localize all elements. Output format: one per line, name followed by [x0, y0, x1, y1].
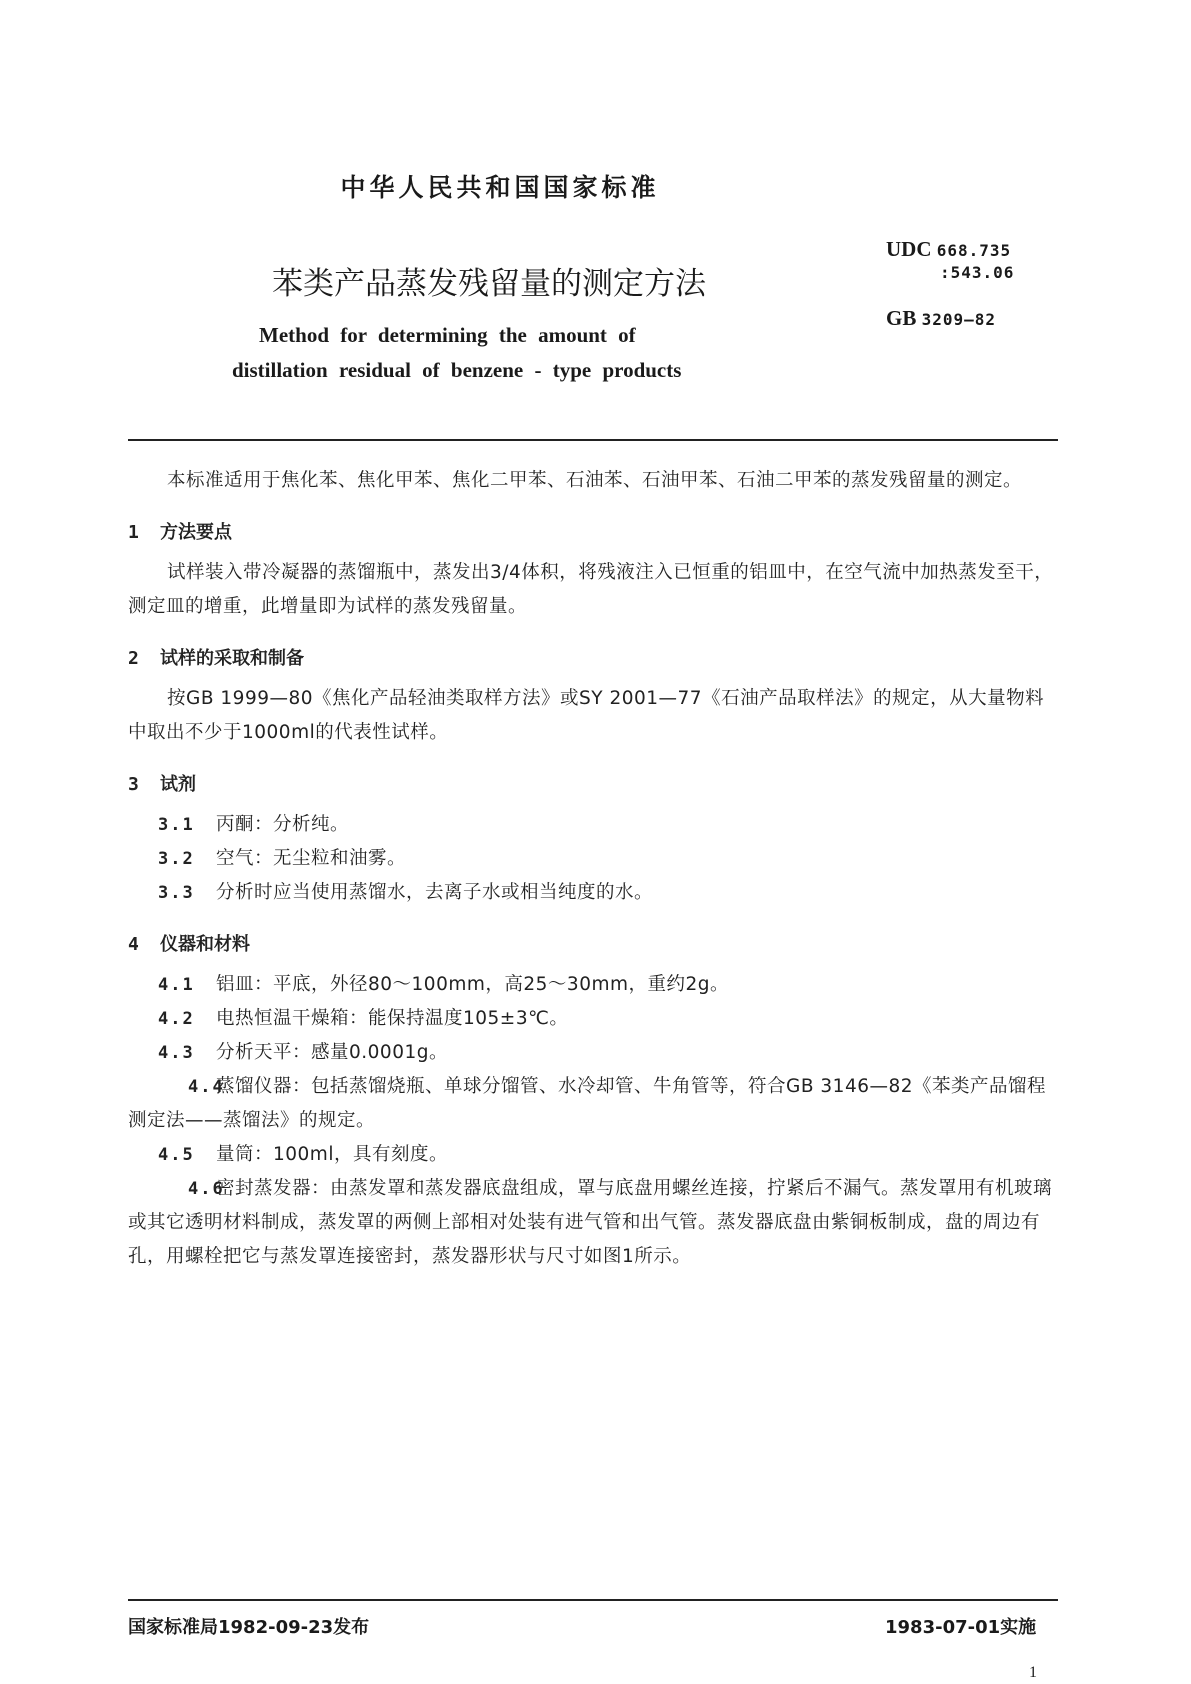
national-standard-header: 中华人民共和国国家标准: [340, 173, 660, 202]
section-4-item: [128, 1002, 1058, 1036]
section-4-item: [128, 1036, 1058, 1070]
section-3-item: [128, 808, 1058, 842]
section-3-item: [128, 842, 1058, 876]
section-4-heading: [128, 928, 1058, 962]
item-number: 4.2: [158, 1009, 195, 1029]
section-2-number: 2: [128, 648, 139, 669]
gb-label: GB: [886, 306, 917, 330]
section-2-title: 试样的采取和制备: [160, 648, 304, 669]
section-4-item: [128, 1070, 1058, 1138]
item-text: 蒸馏仪器：包括蒸馏烧瓶、单球分馏管、水冷却管、牛角管等，符合GB 3146—82《苯类产品馏程测定法——蒸馏法》的规定。: [128, 1076, 1047, 1131]
title-english-line1: Method for determining the amount of: [259, 323, 636, 347]
document-body: [128, 464, 1058, 1274]
item-text: 密封蒸发器：由蒸发罩和蒸发器底盘组成，罩与底盘用螺丝连接，拧紧后不漏气。蒸发罩用有机玻璃或其它透明材料制成，蒸发罩的两侧上部相对处装有进气管和出气管。蒸发器底盘由紫铜板制成，盘的周边有孔，用螺栓把它与蒸发罩连接密封，蒸发器形状与尺寸如图1所示。: [128, 1178, 1053, 1267]
intro-paragraph: 本标准适用于焦化苯、焦化甲苯、焦化二甲苯、石油苯、石油甲苯、石油二甲苯的蒸发残留量的测定。: [167, 470, 1023, 491]
item-number: 4.6: [188, 1179, 225, 1199]
effective-date: 1983-07-01实施: [885, 1617, 1037, 1638]
item-number: 3.1: [158, 815, 195, 835]
section-3-item: [128, 876, 1058, 910]
item-text: 量筒：100ml，具有刻度。: [216, 1144, 448, 1165]
section-4-item: [128, 1138, 1058, 1172]
section-4-item: [128, 1172, 1058, 1274]
udc-number: 668.735: [936, 241, 1012, 260]
title-english: [232, 318, 772, 388]
section-2-heading: [128, 642, 1058, 676]
item-number: 4.4: [188, 1077, 225, 1097]
item-text: 分析天平：感量0.0001g。: [216, 1042, 448, 1063]
section-1-number: 1: [128, 522, 139, 543]
section-4-number: 4: [128, 934, 139, 955]
item-text: 空气：无尘粒和油雾。: [216, 848, 407, 869]
title-chinese: 苯类产品蒸发残留量的测定方法: [272, 266, 706, 302]
section-1-heading: [128, 516, 1058, 550]
udc-sub-number: :543.06: [940, 263, 1015, 282]
gb-code: [886, 306, 996, 331]
item-number: 4.3: [158, 1043, 195, 1063]
item-number: 4.1: [158, 975, 195, 995]
item-text: 电热恒温干燥箱：能保持温度105±3℃。: [216, 1008, 569, 1029]
section-3-heading: [128, 768, 1058, 802]
item-text: 铝皿：平底，外径80～100mm，高25～30mm，重约2g。: [216, 974, 730, 995]
item-number: 3.2: [158, 849, 195, 869]
section-1-title: 方法要点: [160, 522, 232, 543]
section-3-number: 3: [128, 774, 139, 795]
item-number: 3.3: [158, 883, 195, 903]
section-4-item: [128, 968, 1058, 1002]
section-3-title: 试剂: [160, 774, 196, 795]
item-text: 丙酮：分析纯。: [216, 814, 350, 835]
udc-label: UDC: [886, 237, 932, 261]
issue-date: 国家标准局1982-09-23发布: [128, 1617, 370, 1638]
item-number: 4.5: [158, 1145, 195, 1165]
top-divider: [128, 439, 1058, 441]
section-4-title: 仪器和材料: [160, 934, 250, 955]
bottom-divider: [128, 1599, 1058, 1601]
gb-number: 3209—82: [921, 310, 997, 329]
page-number: 1: [1029, 1664, 1037, 1681]
item-text: 分析时应当使用蒸馏水，去离子水或相当纯度的水。: [216, 882, 654, 903]
section-1-paragraph: 试样装入带冷凝器的蒸馏瓶中，蒸发出3/4体积，将残液注入已恒重的铝皿中，在空气流中加热蒸发至干，测定皿的增重，此增量即为试样的蒸发残留量。: [128, 562, 1054, 617]
section-2-paragraph: 按GB 1999—80《焦化产品轻油类取样方法》或SY 2001—77《石油产品取样法》的规定，从大量物料中取出不少于1000ml的代表性试样。: [128, 688, 1045, 743]
udc-code: [886, 237, 1011, 262]
title-english-line2: distillation residual of benzene - type products: [232, 358, 682, 382]
